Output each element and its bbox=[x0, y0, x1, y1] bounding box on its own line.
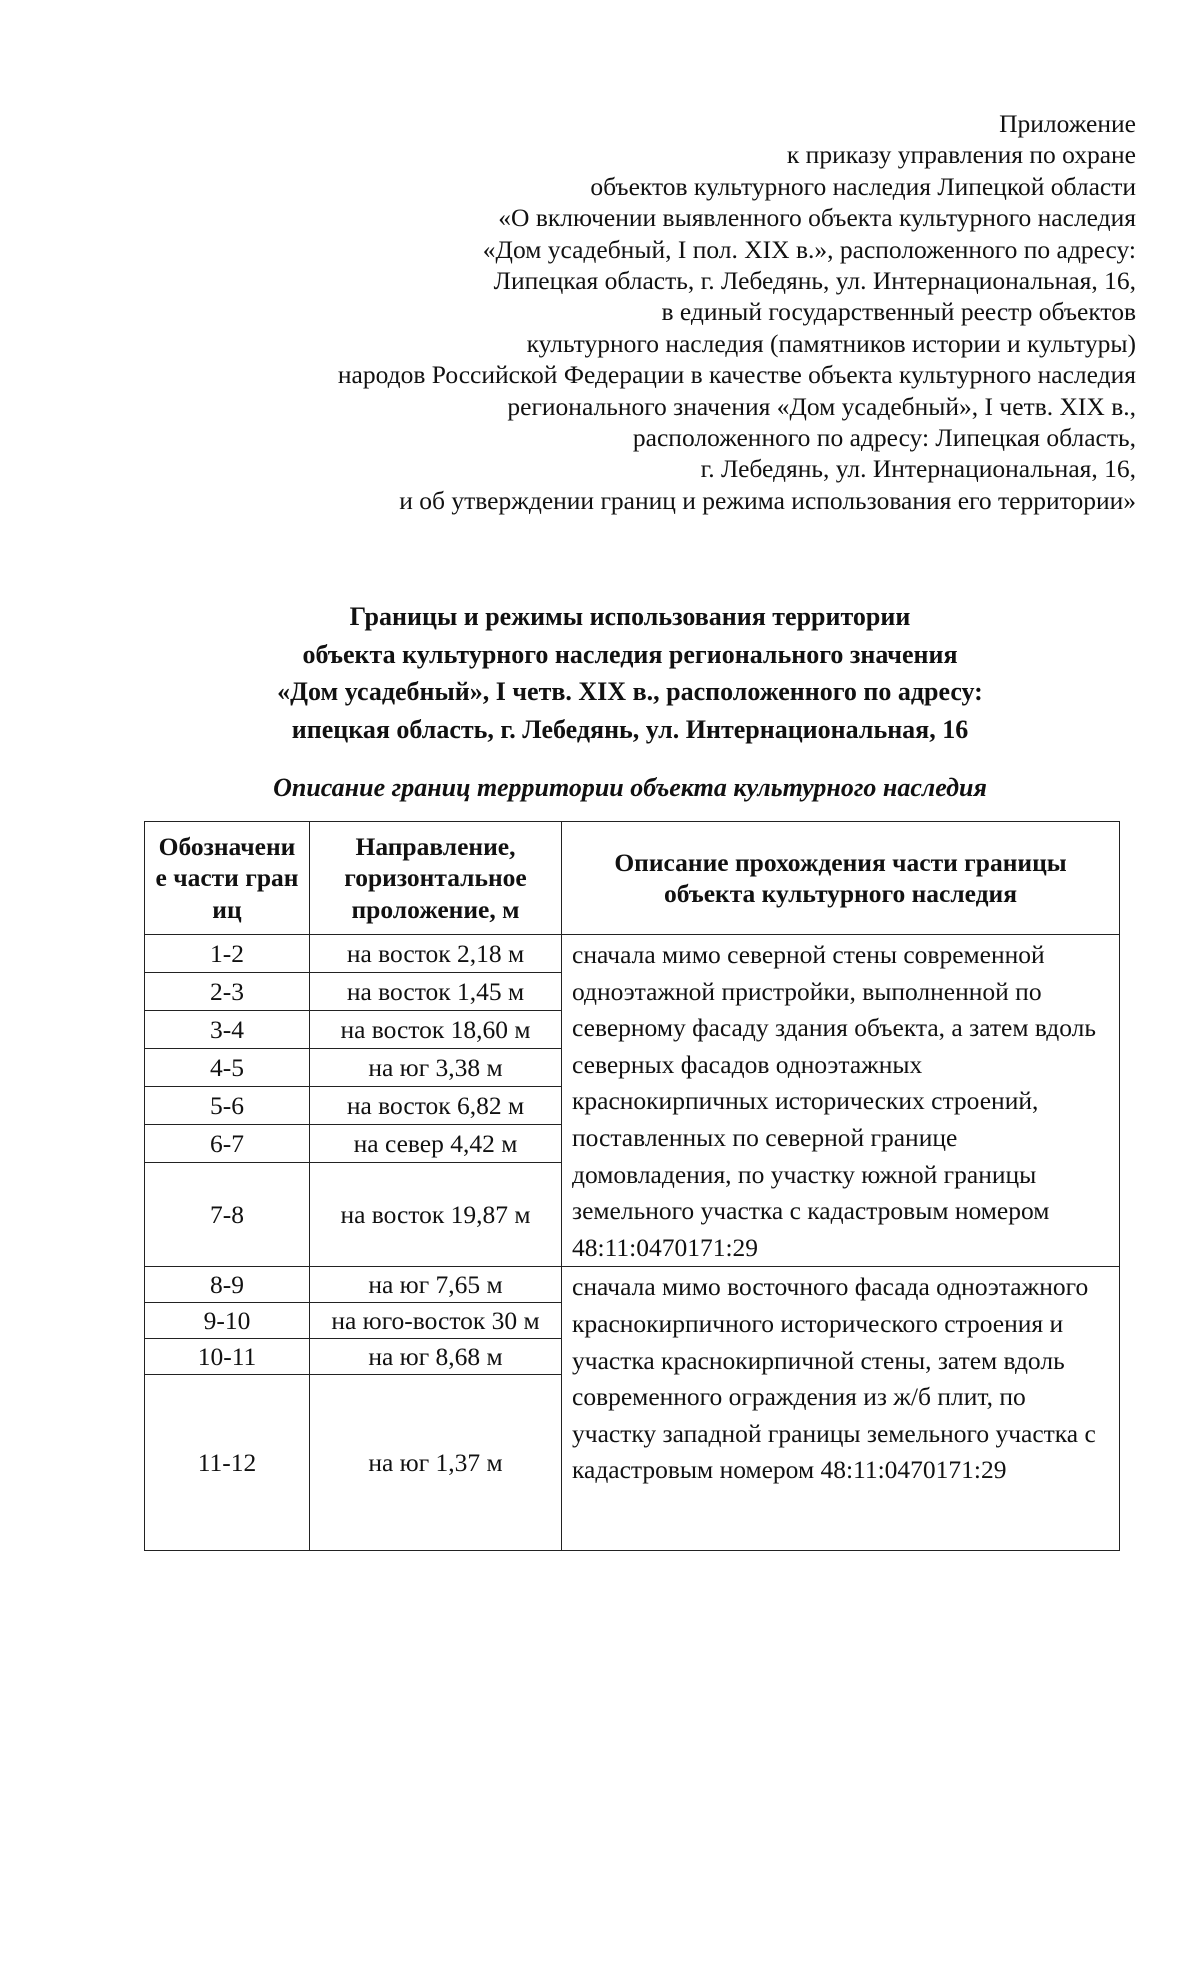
header-description: Описание прохождения части границы объекта культурного наследия bbox=[562, 822, 1120, 935]
table-caption: Описание границ территории объекта культурного наследия bbox=[273, 773, 987, 802]
appendix-line: объектов культурного наследия Липецкой области bbox=[590, 171, 1136, 201]
segment-cell: 1-2 bbox=[145, 935, 310, 973]
segment-cell: 7-8 bbox=[145, 1162, 310, 1267]
title-line: Границы и режимы использования территории bbox=[349, 602, 911, 631]
title-line: «Дом усадебный», I четв. XIX в., расположенного по адресу: bbox=[277, 677, 983, 706]
appendix-line: Липецкая область, г. Лебедянь, ул. Интернациональная, 16, bbox=[493, 266, 1136, 296]
table-row bbox=[145, 935, 1120, 973]
direction-cell: на юг 1,37 м bbox=[310, 1375, 562, 1551]
segment-cell: 6-7 bbox=[145, 1124, 310, 1162]
document-title bbox=[140, 598, 1120, 748]
description-cell: сначала мимо северной стены современной одноэтажной пристройки, выполненной по северному фасаду здания объекта, а затем вдоль северных фасадов одноэтажных краснокирпичных исторических строений, поставленных по северной границе домовладения, по участку южной границы земельного участка с кадастровым номером 48:11:0470171:29 bbox=[562, 935, 1120, 1267]
appendix-line: г. Лебедянь, ул. Интернациональная, 16, bbox=[700, 454, 1136, 484]
segment-cell: 5-6 bbox=[145, 1086, 310, 1124]
appendix-line: в единый государственный реестр объектов bbox=[661, 297, 1136, 327]
direction-cell: на юго-восток 30 м bbox=[310, 1303, 562, 1339]
title-line: объекта культурного наследия регионального значения bbox=[302, 639, 958, 669]
appendix-header bbox=[136, 108, 1136, 516]
direction-cell: на восток 18,60 м bbox=[310, 1010, 562, 1048]
appendix-line: народов Российской Федерации в качестве объекта культурного наследия bbox=[337, 360, 1136, 390]
direction-cell: на восток 6,82 м bbox=[310, 1086, 562, 1124]
table-row bbox=[145, 1267, 1120, 1303]
direction-cell: на юг 8,68 м bbox=[310, 1339, 562, 1375]
appendix-line: «Дом усадебный, I пол. XIX в.», расположенного по адресу: bbox=[482, 234, 1136, 264]
direction-cell: на восток 2,18 м bbox=[310, 935, 562, 973]
segment-cell: 8-9 bbox=[145, 1267, 310, 1303]
segment-cell: 10-11 bbox=[145, 1339, 310, 1375]
appendix-line: «О включении выявленного объекта культурного наследия bbox=[498, 203, 1136, 233]
segment-cell: 2-3 bbox=[145, 972, 310, 1010]
segment-cell: 11-12 bbox=[145, 1375, 310, 1551]
title-line: ипецкая область, г. Лебедянь, ул. Интернациональная, 16 bbox=[291, 714, 969, 744]
header-direction: Направление, горизонтальное проложение, м bbox=[310, 822, 562, 935]
table-header-row bbox=[145, 822, 1120, 935]
appendix-line: культурного наследия (памятников истории и культуры) bbox=[526, 328, 1136, 358]
direction-cell: на север 4,42 м bbox=[310, 1124, 562, 1162]
header-segment: Обозначение части границ bbox=[145, 822, 310, 935]
segment-cell: 3-4 bbox=[145, 1010, 310, 1048]
appendix-line: к приказу управления по охране bbox=[786, 140, 1136, 170]
segment-cell: 4-5 bbox=[145, 1048, 310, 1086]
boundary-table bbox=[144, 821, 1120, 1551]
direction-cell: на восток 19,87 м bbox=[310, 1162, 562, 1267]
appendix-line: расположенного по адресу: Липецкая область, bbox=[632, 423, 1136, 453]
direction-cell: на юг 3,38 м bbox=[310, 1048, 562, 1086]
direction-cell: на юг 7,65 м bbox=[310, 1267, 562, 1303]
appendix-line: регионального значения «Дом усадебный», I четв. XIX в., bbox=[507, 391, 1136, 421]
description-cell: сначала мимо восточного фасада одноэтажного краснокирпичного исторического строения и участка краснокирпичной стены, затем вдоль современного ограждения из ж/б плит, по участку западной границы земельного участка с кадастровым номером 48:11:0470171:29 bbox=[562, 1267, 1120, 1551]
segment-cell: 9-10 bbox=[145, 1303, 310, 1339]
appendix-line: и об утверждении границ и режима использования его территории» bbox=[399, 485, 1136, 515]
direction-cell: на восток 1,45 м bbox=[310, 972, 562, 1010]
appendix-line: Приложение bbox=[999, 109, 1136, 138]
